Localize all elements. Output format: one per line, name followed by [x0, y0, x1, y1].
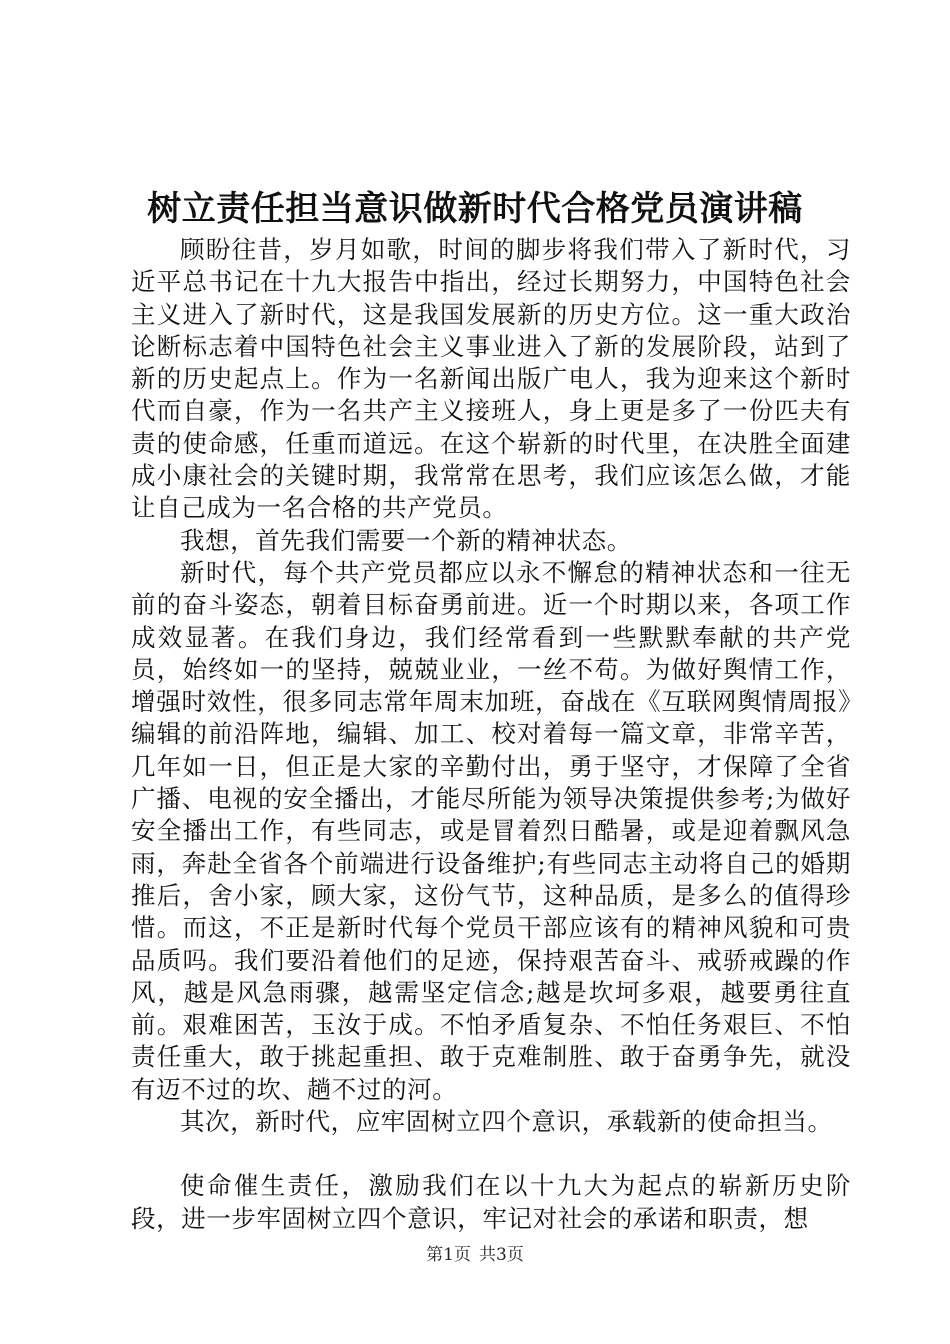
paragraph-first-point: 我想，首先我们需要一个新的精神状态。	[180, 525, 632, 555]
paragraph-mission: 使命催生责任，激励我们在以十九大为起点的崭新历史阶段，进一步牢固树立四个意识，牢记对社会的承诺和职责，想	[131, 1171, 851, 1233]
paragraph-second-point: 其次，新时代，应牢固树立四个意识，承载新的使命担当。	[180, 1107, 833, 1137]
page-number: 第1页	[426, 1245, 471, 1265]
paragraph-spacer	[131, 1138, 851, 1170]
paragraph-intro: 顾盼往昔，岁月如歌，时间的脚步将我们带入了新时代，习近平总书记在十九大报告中指出，经过长期努力，中国特色社会主义进入了新时代，这是我国发展新的历史方位。这一重大政治论断标志着中国特色社会主义事业进入了新的发展阶段，站到了新的历史起点上。作为一名新闻出版广电人，我为迎来这个新时代而自豪，作为一名共产主义接班人，身上更是多了一份匹夫有责的使命感，任重而道远。在这个崭新的时代里，在决胜全面建成小康社会的关键时期，我常常在思考，我们应该怎么做，才能让自己成为一名合格的共产党员。	[131, 235, 851, 523]
paragraph-new-era-spirit: 新时代，每个共产党员都应以永不懈怠的精神状态和一往无前的奋斗姿态，朝着目标奋勇前进。近一个时期以来，各项工作成效显著。在我们身边，我们经常看到一些默默奉献的共产党员，始终如一的坚持，兢兢业业，一丝不苟。为做好舆情工作，增强时效性，很多同志常年周末加班，奋战在《互联网舆情周报》编辑的前沿阵地，编辑、加工、校对着每一篇文章，非常辛苦，几年如一日，但正是大家的辛勤付出，勇于坚守，才保障了全省广播、电视的安全播出，才能尽所能为领导决策提供参考;为做好安全播出工作，有些同志，或是冒着烈日酷暑，或是迎着飘风急雨，奔赴全省各个前端进行设备维护;有些同志主动将自己的婚期推后，舍小家，顾大家，这份气节，这种品质，是多么的值得珍惜。而这，不正是新时代每个党员干部应该有的精神风貌和可贵品质吗。我们要沿着他们的足迹，保持艰苦奋斗、戒骄戒躁的作风，越是风急雨骤，越需坚定信念;越是坎坷多艰，越要勇往直前。艰难困苦，玉汝于成。不怕矛盾复杂、不怕任务艰巨、不怕责任重大，敢于挑起重担、敢于克难制胜、敢于奋勇争先，就没有迈不过的坎、趟不过的河。	[131, 557, 851, 1104]
document-body	[131, 234, 851, 1235]
document-title: 树立责任担当意识做新时代合格党员演讲稿	[147, 189, 803, 229]
page-total: 共3页	[479, 1245, 524, 1265]
page-footer	[0, 1243, 950, 1267]
